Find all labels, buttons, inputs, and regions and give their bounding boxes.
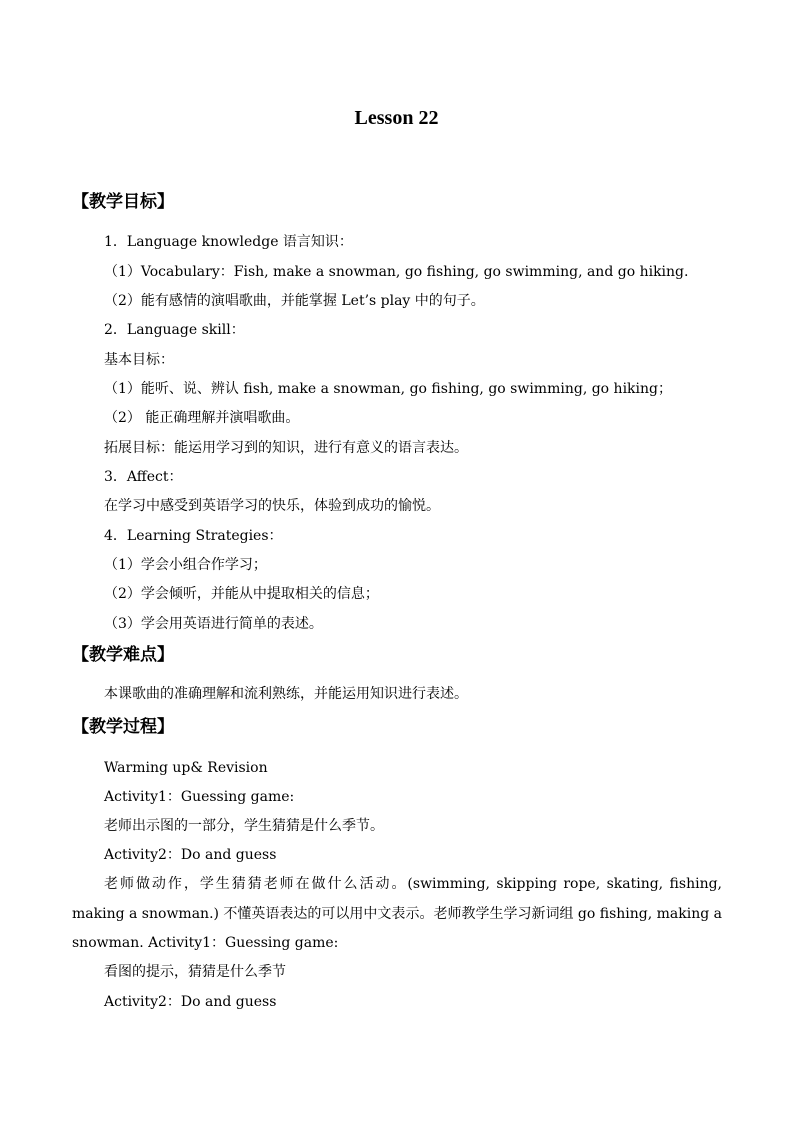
objective-line: （1）学会小组合作学习； [104,557,267,573]
process-line: 老师出示图的一部分，学生猜猜是什么季节。 [104,818,384,834]
section-heading-objectives: 【教学目标】 [72,192,174,212]
section-heading-difficulties: 【教学难点】 [72,645,174,665]
objective-line: （2）能有感情的演唱歌曲，并能掌握 Let’s play 中的句子。 [104,293,485,309]
process-line: Warming up& Revision [104,760,268,776]
objective-line: （1）能听、说、辨认 fish, make a snowman, go fishing, go swimming, go hiking； [104,381,672,397]
page-title: Lesson 22 [354,107,439,129]
objective-line: （3）学会用英语进行简单的表述。 [104,616,323,632]
objective-line: 在学习中感受到英语学习的快乐，体验到成功的愉悦。 [104,498,440,514]
objective-line: 拓展目标：能运用学习到的知识，进行有意义的语言表达。 [104,440,468,456]
process-paragraph: 老师做动作，学生猜猜老师在做什么活动。(swimming, skipping rope, skating, fishing, making a snowman.) 不懂英语表达的可以用中文表示。老师教学生学习新词组 go fishing, making a snowman. Activity1：Guessing game: [72,876,722,951]
process-line: Activity2：Do and guess [104,994,277,1010]
section-heading-process: 【教学过程】 [72,717,174,737]
objective-line: 基本目标： [104,352,174,368]
objective-line: （1）Vocabulary：Fish, make a snowman, go fishing, go swimming, and go hiking. [104,264,689,280]
objective-line: （2） 能正确理解并演唱歌曲。 [104,410,300,426]
objective-line: 3．Affect： [104,469,183,485]
objective-line: （2）学会倾听，并能从中提取相关的信息； [104,586,379,602]
objective-line: 1．Language knowledge 语言知识： [104,234,353,250]
difficulty-line: 本课歌曲的准确理解和流利熟练，并能运用知识进行表述。 [104,686,468,702]
objective-line: 2．Language skill： [104,322,245,338]
process-line: Activity2：Do and guess [104,847,277,863]
objective-line: 4．Learning Strategies： [104,528,283,544]
process-line: 看图的提示，猜猜是什么季节 [104,964,286,980]
process-line: Activity1：Guessing game: [104,789,295,805]
